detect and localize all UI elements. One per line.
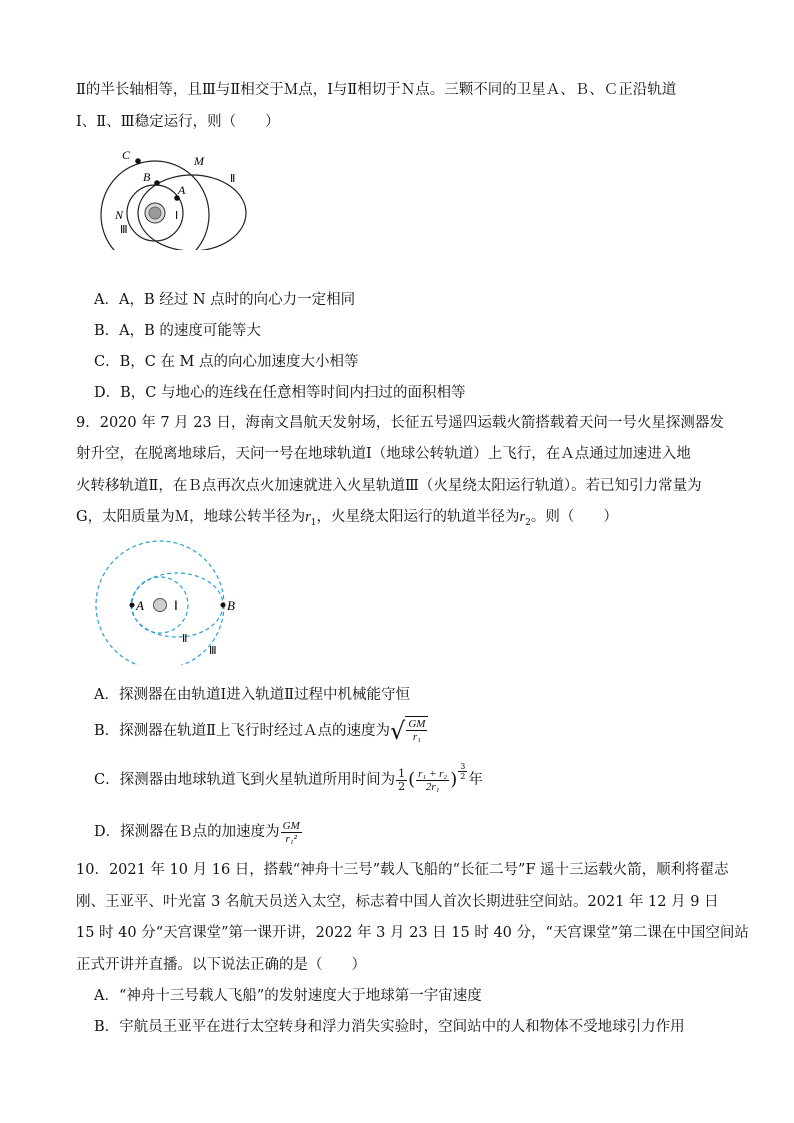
gm-num: GM <box>282 819 300 832</box>
q9-line4-post: 。则（ ） <box>530 509 618 525</box>
sun <box>154 599 167 612</box>
q9-option-a: A．探测器在由轨道Ⅰ进入轨道Ⅱ过程中机械能守恒 <box>94 687 411 703</box>
label-III: Ⅲ <box>120 224 128 236</box>
label-A: A <box>136 598 144 613</box>
point-B <box>221 603 226 608</box>
q9-stem-line-3: 火转移轨道Ⅱ，在Ｂ点再次点火加速就进入火星轨道Ⅲ（火星绕太阳运行轨道）。若已知引力常量为 <box>76 478 702 494</box>
half-den: 2 <box>398 779 406 793</box>
q9-line4-mid: ，火星绕太阳运行的轨道半径为 <box>316 509 520 525</box>
label-C: C <box>122 148 131 162</box>
q10-option-a: A．“神舟十三号载人飞船”的发射速度大于地球第一宇宙速度 <box>94 988 482 1004</box>
q9-line4-pre: G，太阳质量为Ｍ，地球公转半径为 <box>76 509 306 525</box>
q9-orbit-diagram <box>92 540 262 665</box>
q8-option-b: B．A，B 的速度可能等大 <box>94 323 261 339</box>
sqrt-gm-over-r1 <box>390 716 428 746</box>
r1-symbol: r <box>305 509 311 525</box>
label-B: B <box>227 598 235 613</box>
frac-den: r₁ <box>412 731 421 743</box>
satellite-C <box>135 158 141 164</box>
radical-sign: √ <box>390 717 406 745</box>
label-M: M <box>194 154 204 168</box>
q8-option-a: A．A，B 经过 N 点时的向心力一定相同 <box>94 292 356 308</box>
open-paren: ( <box>408 769 416 790</box>
frac-num: GM <box>408 718 426 730</box>
half-num: 1 <box>398 766 406 780</box>
q9-stem-line-4 <box>76 507 618 533</box>
label-I: Ⅰ <box>174 598 178 613</box>
point-A <box>130 603 135 608</box>
q8-orbit-diagram <box>90 145 260 250</box>
gm-over-r1sq <box>281 820 302 845</box>
radicand <box>405 716 428 746</box>
label-II: Ⅱ <box>230 173 236 185</box>
satellite-B <box>154 180 160 186</box>
half-fraction <box>396 768 407 793</box>
year-unit: 年 <box>468 772 483 788</box>
label-A: A <box>178 183 186 197</box>
label-III: Ⅲ <box>209 645 217 657</box>
gm-r1-fraction <box>406 718 427 743</box>
r1-sub: 1 <box>310 517 317 528</box>
q10-stem-line-1: 10．2021 年 10 月 16 日，搭载“神舟十三号”载人飞船的“长征二号”F 遥十三运载火箭，顺利将翟志 <box>76 862 729 878</box>
ratio-num: r₁ + r₂ <box>418 767 448 780</box>
label-I: Ⅰ <box>175 210 179 222</box>
q9-option-c-text: C．探测器由地球轨道飞到火星轨道所用时间为 <box>94 772 396 788</box>
q10-option-b: B．宇航员王亚平在进行太空转身和浮力消失实验时，空间站中的人和物体不受地球引力作用 <box>94 1019 685 1035</box>
q8-stem-line-1: Ⅱ的半长轴相等，且Ⅲ与Ⅱ相交于Ｍ点，Ⅰ与Ⅱ相切于Ｎ点。三颗不同的卫星Ａ、Ｂ、Ｃ正沿轨道 <box>76 82 677 98</box>
exp-num: 3 <box>460 762 466 771</box>
q9-stem-line-1: 9．2020 年 7 月 23 日，海南文昌航天发射场，长征五号遥四运载火箭搭载着天问一号火星探测器发 <box>76 415 724 431</box>
label-B: B <box>143 170 151 184</box>
q8-option-d: D．B，C 与地心的连线在任意相等时间内扫过的面积相等 <box>94 385 466 401</box>
r2-symbol: r <box>519 509 526 525</box>
r2-sub: 2 <box>525 517 531 528</box>
ratio-den: 2r₁ <box>425 780 440 793</box>
ratio-fraction <box>416 768 449 793</box>
label-N: N <box>115 208 124 222</box>
q8-option-c: C．B，C 在 M 点的向心加速度大小相等 <box>94 354 359 370</box>
q10-stem-line-2: 刚、王亚平、叶光富 3 名航天员送入太空，标志着中国人首次长期进驻空间站。2021 年 12 月 9 日 <box>76 894 719 910</box>
q8-stem-line-2: Ⅰ、Ⅱ、Ⅲ稳定运行，则（ ） <box>76 114 280 130</box>
q9-option-b <box>94 714 428 748</box>
q9-option-c <box>94 762 483 798</box>
earth-core <box>149 207 161 219</box>
q9-stem-line-2: 射升空，在脱离地球后，天问一号在地球轨道Ⅰ（地球公转轨道）上飞行，在Ａ点通过加速进入地 <box>76 446 691 462</box>
label-II: Ⅱ <box>182 633 188 645</box>
close-paren: ) <box>450 769 458 790</box>
q9-option-d-text: D．探测器在Ｂ点的加速度为 <box>94 824 280 840</box>
q10-stem-line-3: 15 时 40 分“天宫课堂”第一课开讲，2022 年 3 月 23 日 15 时 40 分，“天宫课堂”第二课在中国空间站 <box>76 925 749 941</box>
exponent-fraction <box>458 762 467 781</box>
q9-option-b-text: B．探测器在轨道Ⅱ上飞行时经过Ａ点的速度为 <box>94 723 391 739</box>
q10-stem-line-4: 正式开讲并直播。以下说法正确的是（ ） <box>76 957 366 973</box>
r1sq-den: r₁² <box>285 832 297 845</box>
q9-option-d <box>94 814 303 850</box>
exp-den: 2 <box>460 772 466 781</box>
